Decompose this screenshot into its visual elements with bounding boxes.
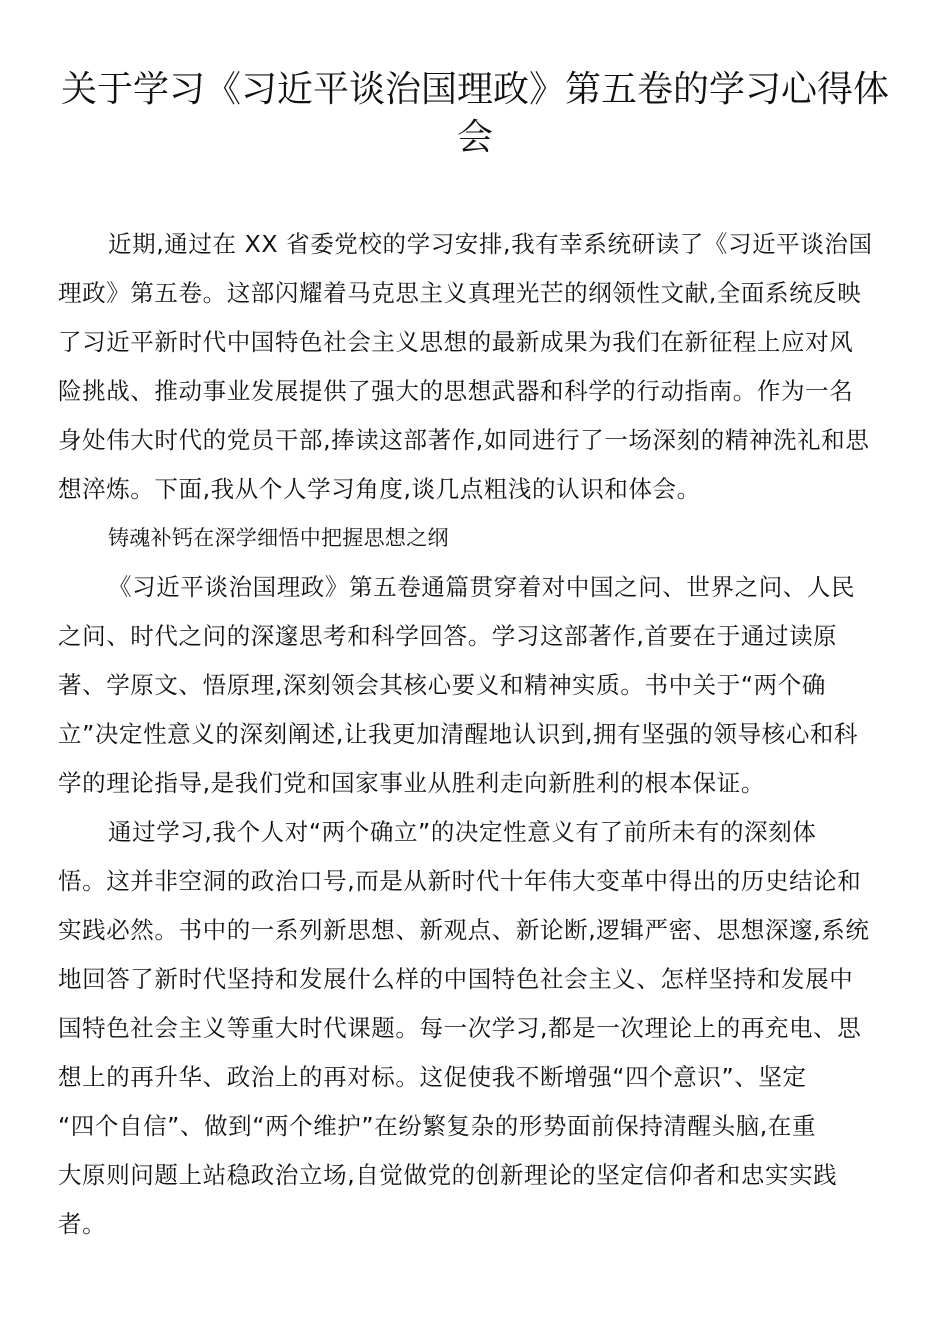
- text-line: 著、学原文、悟原理,深刻领会其核心要义和精神实质。书中关于“两个确: [58, 671, 826, 699]
- text-line: 学的理论指导,是我们党和国家事业从胜利走向新胜利的根本保证。: [58, 769, 765, 797]
- document-body: [58, 220, 898, 1249]
- document-title: [40, 66, 910, 162]
- text-line: 大原则问题上站稳政治立场,自觉做党的创新理论的坚定信仰者和忠实实践: [58, 1161, 838, 1189]
- text-line: 通过学习,我个人对“两个确立”的决定性意义有了前所未有的深刻体: [108, 818, 817, 846]
- text-line: 想上的再升华、政治上的再对标。这促使我不断增强“四个意识”、坚定: [58, 1063, 807, 1091]
- text-line: 了习近平新时代中国特色社会主义思想的最新成果为我们在新征程上应对风: [58, 328, 854, 356]
- text-line: “四个自信”、做到“两个维护”在纷繁复杂的形势面前保持清醒头脑,在重: [58, 1112, 817, 1140]
- text-line: 《习近平谈治国理政》第五卷通篇贯穿着对中国之问、世界之问、人民: [108, 573, 856, 601]
- text-line: 实践必然。书中的一系列新思想、新观点、新论断,逻辑严密、思想深邃,系统: [58, 916, 870, 944]
- text-line: 者。: [58, 1210, 107, 1238]
- text-line: 身处伟大时代的党员干部,捧读这部著作,如同进行了一场深刻的精神洗礼和思: [58, 426, 870, 454]
- text-line: 国特色社会主义等重大时代课题。每一次学习,都是一次理论上的再充电、思: [58, 1014, 862, 1042]
- text-line: 近期,通过在 XX 省委党校的学习安排,我有幸系统研读了《习近平谈治国: [108, 230, 873, 258]
- text-line: 悟。这并非空洞的政治口号,而是从新时代十年伟大变革中得出的历史结论和: [58, 867, 862, 895]
- text-line: 地回答了新时代坚持和发展什么样的中国特色社会主义、怎样坚持和发展中: [58, 965, 854, 993]
- text-line: 想淬炼。下面,我从个人学习角度,谈几点粗浅的认识和体会。: [58, 475, 701, 503]
- title-line-2: 会: [456, 117, 493, 158]
- text-line: 险挑战、推动事业发展提供了强大的思想武器和科学的行动指南。作为一名: [58, 377, 854, 405]
- text-line: 立”决定性意义的深刻阐述,让我更加清醒地认识到,拥有坚强的领导核心和科: [58, 720, 859, 748]
- paragraph-3: [58, 808, 898, 1249]
- section-heading: [58, 514, 898, 563]
- title-line-1: 关于学习《习近平谈治国理政》第五卷的学习心得体: [60, 69, 889, 110]
- section-heading-text: 铸魂补钙在深学细悟中把握思想之纲: [108, 526, 449, 550]
- paragraph-2: [58, 563, 898, 808]
- text-line: 之问、时代之问的深邃思考和科学回答。学习这部著作,首要在于通过读原: [58, 622, 838, 650]
- paragraph-intro: [58, 220, 898, 514]
- text-line: 理政》第五卷。这部闪耀着马克思主义真理光芒的纲领性文献,全面系统反映: [58, 279, 862, 307]
